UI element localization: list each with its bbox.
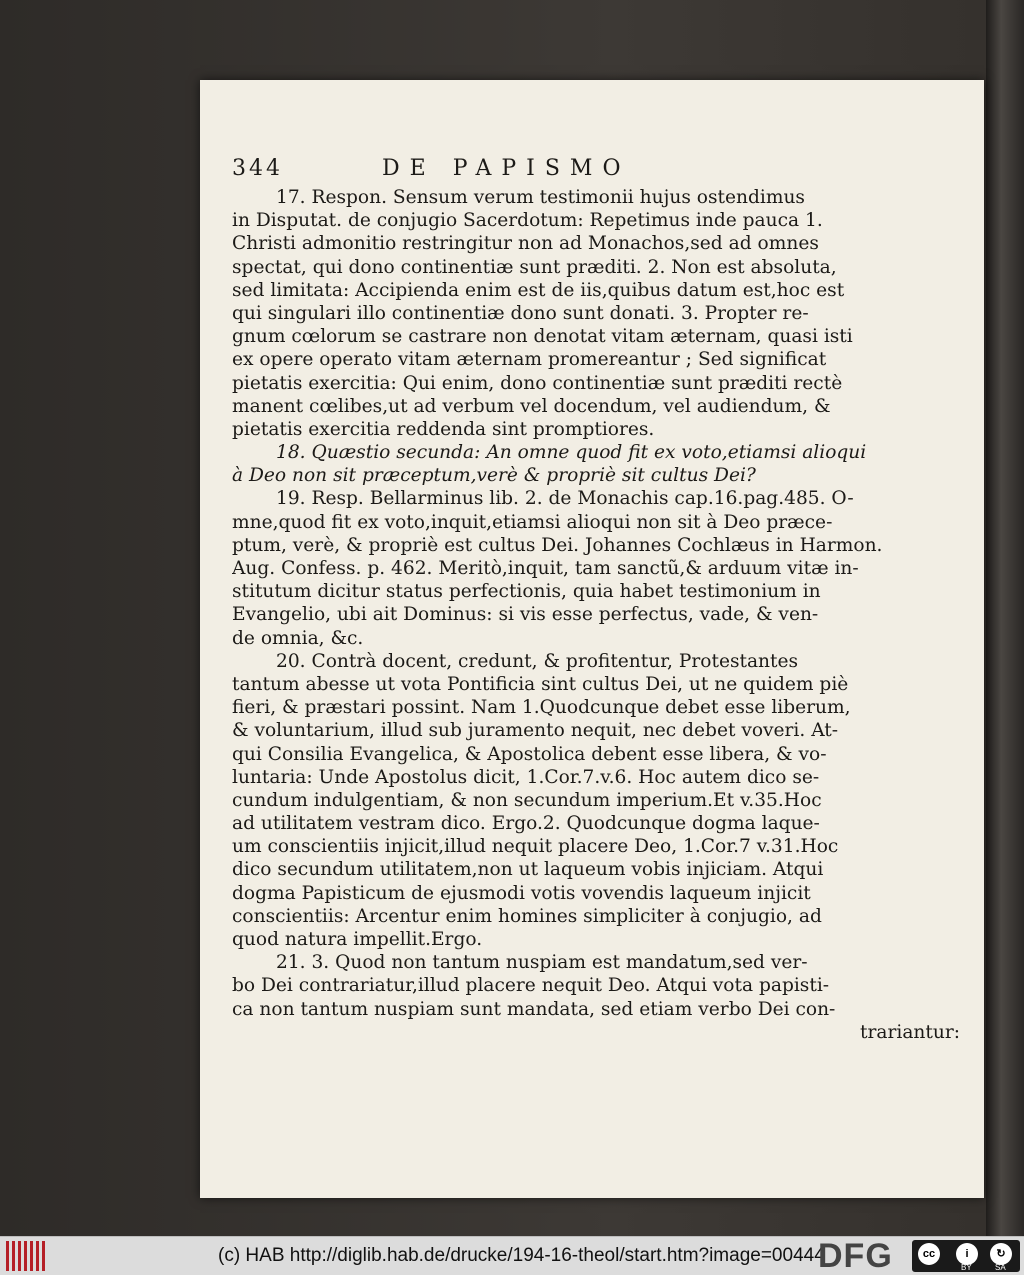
dfg-logo[interactable]: DFG [818, 1237, 893, 1275]
text-line: qui Consilia Evangelica, & Apostolica debent esse libera, & vo- [232, 743, 827, 765]
by-icon: i [956, 1243, 978, 1265]
text-line: pietatis exercitia: Qui enim, dono continentiæ sunt præditi rectè [232, 372, 843, 394]
text-line: 21. 3. Quod non tantum nuspiam est mandatum,sed ver- [276, 952, 808, 974]
text-line: luntaria: Unde Apostolus dicit, 1.Cor.7.v.6. Hoc autem dico se- [232, 766, 820, 788]
text-line: dico secundum utilitatem,non ut laqueum vobis injiciam. Atqui [232, 859, 824, 881]
page-number: 344 [232, 156, 283, 181]
text-line: pietatis exercitia reddenda sint promptiores. [232, 418, 655, 440]
text-line: Christi admonitio restringitur non ad Monachos,sed ad omnes [232, 233, 819, 255]
text-line: stitutum dicitur status perfectionis, quia habet testimonium in [232, 581, 821, 603]
text-line: in Disputat. de conjugio Sacerdotum: Repetimus inde pauca 1. [232, 210, 823, 232]
text-lines [232, 186, 960, 1044]
sa-icon: ↻ [990, 1243, 1012, 1265]
text-line: trariantur: [860, 1021, 960, 1043]
page-text-block [232, 156, 960, 1044]
text-line: ca non tantum nuspiam sunt mandata, sed etiam verbo Dei con- [232, 998, 836, 1020]
footer-bar [0, 1236, 1024, 1275]
book-spine-edge [986, 0, 1024, 1236]
text-line: spectat, qui dono continentiæ sunt præditi. 2. Non est absoluta, [232, 256, 837, 278]
text-line: à Deo non sit præceptum,verè & propriè sit cultus Dei? [232, 465, 756, 487]
running-title: DE PAPISMO [382, 156, 631, 181]
text-line: tantum abesse ut vota Pontificia sint cultus Dei, ut ne quidem piè [232, 673, 849, 695]
text-line: ex opere operato vitam æternam promereantur ; Sed significat [232, 349, 827, 371]
text-line: mne,quod fit ex voto,inquit,etiamsi alioqui non sit à Deo præce- [232, 511, 833, 533]
text-line: bo Dei contrariatur,illud placere nequit Deo. Atqui vota papisti- [232, 975, 830, 997]
text-line: 18. Quæstio secunda: An omne quod fit ex voto,etiamsi alioqui [276, 442, 867, 464]
text-line: dogma Papisticum de ejusmodi votis vovendis laqueum injicit [232, 882, 811, 904]
text-line: fieri, & præstari possint. Nam 1.Quodcunque debet esse liberum, [232, 697, 851, 719]
text-line: 20. Contrà docent, credunt, & profitentur, Protestantes [276, 650, 799, 672]
text-line: & voluntarium, illud sub juramento nequit, nec debet voveri. At- [232, 720, 839, 742]
credit-link[interactable]: (c) HAB http://diglib.hab.de/drucke/194-16-theol/start.htm?image=00444 [218, 1245, 825, 1266]
text-line: Evangelio, ubi ait Dominus: si vis esse perfectus, vade, & ven- [232, 604, 819, 626]
text-line: ad utilitatem vestram dico. Ergo.2. Quodcunque dogma laque- [232, 813, 820, 835]
text-line: 17. Respon. Sensum verum testimonii hujus ostendimus [276, 187, 805, 208]
text-line: um conscientiis injicit,illud nequit placere Deo, 1.Cor.7 v.31.Hoc [232, 836, 839, 858]
text-line: qui singulari illo continentiæ dono sunt donati. 3. Propter re- [232, 302, 809, 324]
text-line: 19. Resp. Bellarminus lib. 2. de Monachis cap.16.pag.485. O- [276, 488, 854, 510]
hab-logo-icon[interactable] [6, 1241, 48, 1271]
text-line: de omnia, &c. [232, 627, 364, 649]
text-line: gnum cœlorum se castrare non denotat vitam æternam, quasi isti [232, 326, 853, 348]
text-line: Aug. Confess. p. 462. Meritò,inquit, tam sanctũ,& arduum vitæ in- [232, 558, 859, 579]
text-line: sed limitata: Accipienda enim est de iis,quibus datum est,hoc est [232, 279, 845, 301]
text-line: cundum indulgentiam, & non secundum imperium.Et v.35.Hoc [232, 789, 822, 811]
cc-icon: cc [918, 1243, 940, 1265]
cc-license-badge[interactable] [912, 1240, 1020, 1272]
text-line: manent cœlibes,ut ad verbum vel docendum, vel audiendum, & [232, 395, 831, 417]
by-label: BY [961, 1263, 972, 1272]
text-line: conscientiis: Arcentur enim homines simpliciter à conjugio, ad [232, 905, 822, 927]
sa-label: SA [995, 1263, 1006, 1272]
text-line: quod natura impellit.Ergo. [232, 929, 483, 950]
text-line: ptum, verè, & propriè est cultus Dei. Johannes Cochlæus in Harmon. [232, 534, 883, 556]
running-head [232, 156, 960, 186]
